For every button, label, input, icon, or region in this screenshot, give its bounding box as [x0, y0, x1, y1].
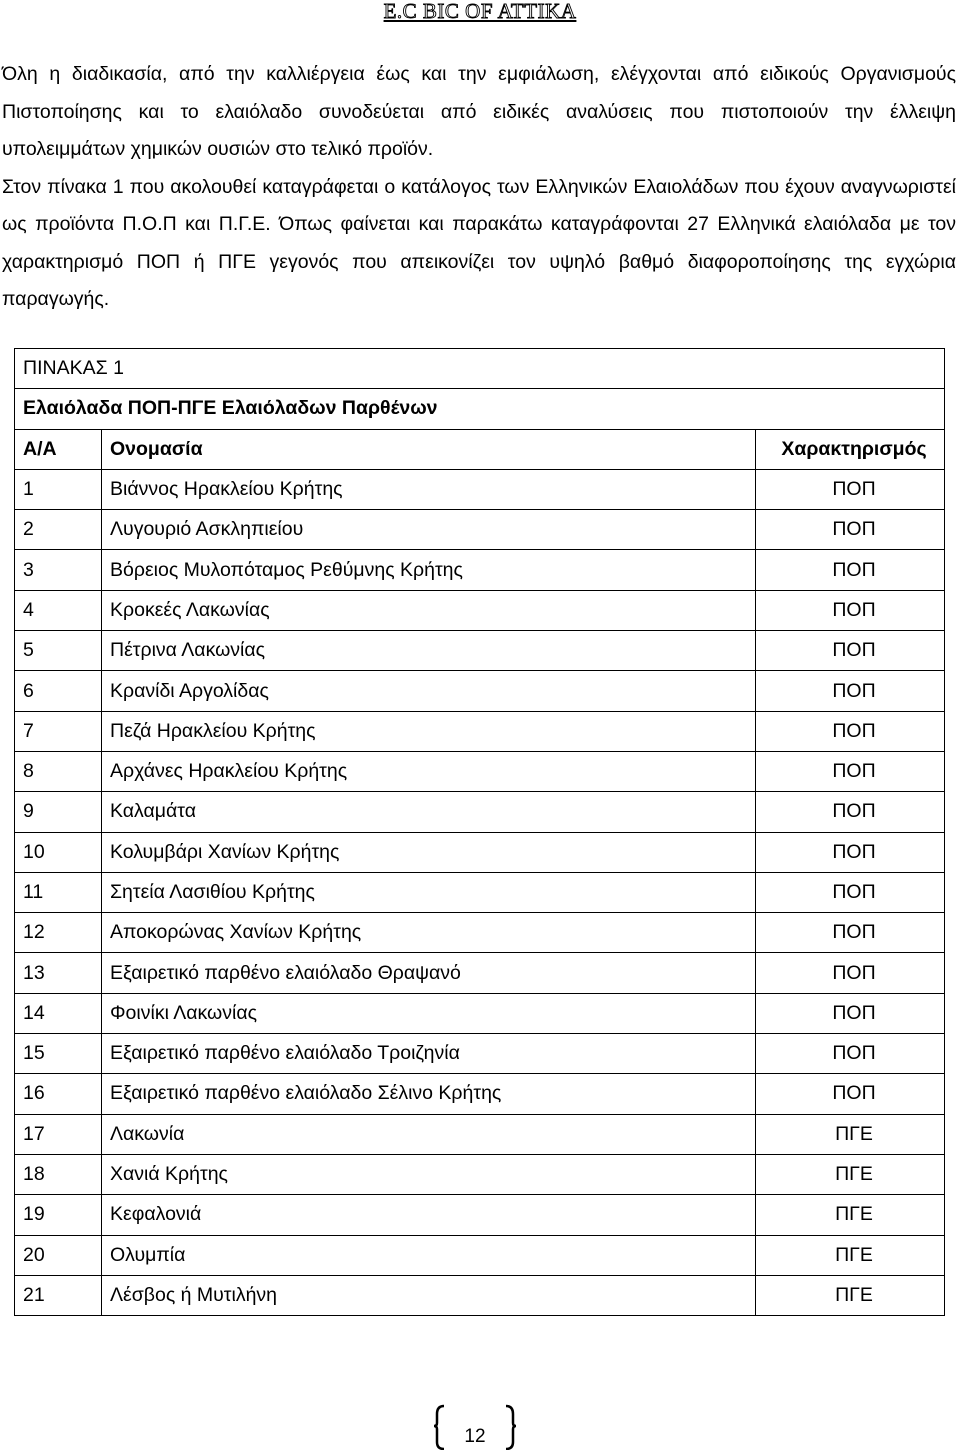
row-characterization: ΠΟΠ	[756, 751, 945, 791]
table-subtitle: Ελαιόλαδα ΠΟΠ-ΠΓΕ Ελαιόλαδων Παρθένων	[15, 389, 945, 429]
table-row	[15, 1034, 945, 1074]
table-row	[15, 510, 945, 550]
intro-text	[2, 56, 956, 319]
intro-paragraph-2: Στον πίνακα 1 που ακολουθεί καταγράφεται ο κατάλογος των Ελληνικών Ελαιολάδων που έχουν αναγνωριστεί ως προϊόντα Π.Ο.Π και Π.Γ.Ε. Όπως φαίνεται και παρακάτω καταγράφονται 27 Ελληνικά ελαιόλαδα με τον χαρακτηρισμό ΠΟΠ ή ΠΓΕ γεγονός που απεικονίζει τον υψηλό βαθμό διαφοροποίησης της εγχώρια παραγωγής.	[2, 175, 956, 310]
row-number: 21	[15, 1275, 102, 1315]
table-row	[15, 469, 945, 509]
table-row	[15, 1195, 945, 1235]
table-row	[15, 953, 945, 993]
table-caption: ΠΙΝΑΚΑΣ 1	[15, 349, 945, 389]
row-number: 9	[15, 792, 102, 832]
row-number: 11	[15, 872, 102, 912]
row-characterization: ΠΟΠ	[756, 510, 945, 550]
row-name: Εξαιρετικό παρθένο ελαιόλαδο Τροιζηνία	[102, 1034, 756, 1074]
table-row	[15, 671, 945, 711]
row-name: Κεφαλονιά	[102, 1195, 756, 1235]
table-row	[15, 792, 945, 832]
row-name: Σητεία Λασιθίου Κρήτης	[102, 872, 756, 912]
row-characterization: ΠΓΕ	[756, 1195, 945, 1235]
row-characterization: ΠΓΕ	[756, 1235, 945, 1275]
row-name: Κροκεές Λακωνίας	[102, 590, 756, 630]
row-number: 13	[15, 953, 102, 993]
table-row	[15, 872, 945, 912]
row-name: Βόρειος Μυλοπόταμος Ρεθύμνης Κρήτης	[102, 550, 756, 590]
row-number: 20	[15, 1235, 102, 1275]
row-name: Λέσβος ή Μυτιλήνη	[102, 1275, 756, 1315]
row-number: 4	[15, 590, 102, 630]
row-characterization: ΠΓΕ	[756, 1114, 945, 1154]
table-row	[15, 711, 945, 751]
header-characterization: Χαρακτηρισμός	[756, 429, 945, 469]
row-characterization: ΠΟΠ	[756, 872, 945, 912]
row-number: 16	[15, 1074, 102, 1114]
table-row	[15, 913, 945, 953]
row-number: 7	[15, 711, 102, 751]
page-number: 12	[464, 1426, 486, 1447]
row-number: 5	[15, 631, 102, 671]
row-name: Καλαμάτα	[102, 792, 756, 832]
page-number-box	[434, 1402, 516, 1450]
table-row	[15, 832, 945, 872]
row-number: 18	[15, 1154, 102, 1194]
row-name: Φοινίκι Λακωνίας	[102, 993, 756, 1033]
row-characterization: ΠΟΠ	[756, 711, 945, 751]
row-name: Αρχάνες Ηρακλείου Κρήτης	[102, 751, 756, 791]
row-name: Βιάννος Ηρακλείου Κρήτης	[102, 469, 756, 509]
row-characterization: ΠΟΠ	[756, 550, 945, 590]
row-number: 17	[15, 1114, 102, 1154]
row-number: 2	[15, 510, 102, 550]
row-number: 14	[15, 993, 102, 1033]
row-name: Ολυμπία	[102, 1235, 756, 1275]
table-row	[15, 590, 945, 630]
table-row	[15, 1154, 945, 1194]
header-name: Ονομασία	[102, 429, 756, 469]
row-number: 12	[15, 913, 102, 953]
row-name: Λακωνία	[102, 1114, 756, 1154]
table-caption-row	[15, 349, 945, 389]
row-characterization: ΠΟΠ	[756, 832, 945, 872]
table-row	[15, 993, 945, 1033]
olive-oil-table	[14, 348, 945, 1316]
row-number: 1	[15, 469, 102, 509]
row-characterization: ΠΟΠ	[756, 953, 945, 993]
row-characterization: ΠΟΠ	[756, 590, 945, 630]
row-number: 15	[15, 1034, 102, 1074]
table-row	[15, 550, 945, 590]
row-number: 10	[15, 832, 102, 872]
header-aa: Α/Α	[15, 429, 102, 469]
row-characterization: ΠΟΠ	[756, 1074, 945, 1114]
row-characterization: ΠΟΠ	[756, 1034, 945, 1074]
row-characterization: ΠΟΠ	[756, 993, 945, 1033]
table-header-row	[15, 429, 945, 469]
row-characterization: ΠΟΠ	[756, 671, 945, 711]
row-number: 6	[15, 671, 102, 711]
row-characterization: ΠΓΕ	[756, 1275, 945, 1315]
table-row	[15, 1275, 945, 1315]
row-number: 3	[15, 550, 102, 590]
table-subtitle-row	[15, 389, 945, 429]
row-name: Κρανίδι Αργολίδας	[102, 671, 756, 711]
row-name: Εξαιρετικό παρθένο ελαιόλαδο Θραψανό	[102, 953, 756, 993]
row-name: Χανιά Κρήτης	[102, 1154, 756, 1194]
intro-paragraph-1: Όλη η διαδικασία, από την καλλιέργεια έως και την εμφιάλωση, ελέγχονται από ειδικούς Οργανισμούς Πιστοποίησης και το ελαιόλαδο συνοδεύεται από ειδικές αναλύσεις που πιστοποιούν την έλλειψη υπολειμμάτων χημικών ουσιών στο τελικό προϊόν.	[2, 63, 956, 160]
table-row	[15, 1074, 945, 1114]
table-row	[15, 751, 945, 791]
row-name: Πέτρινα Λακωνίας	[102, 631, 756, 671]
row-characterization: ΠΟΠ	[756, 631, 945, 671]
document-header-title: E.C BIC OF ATTIKA	[383, 0, 577, 23]
table-row	[15, 631, 945, 671]
row-name: Αποκορώνας Χανίων Κρήτης	[102, 913, 756, 953]
table-row	[15, 1114, 945, 1154]
row-number: 19	[15, 1195, 102, 1235]
row-characterization: ΠΟΠ	[756, 792, 945, 832]
row-characterization: ΠΟΠ	[756, 469, 945, 509]
row-name: Λυγουριό Ασκληπιείου	[102, 510, 756, 550]
row-name: Κολυμβάρι Χανίων Κρήτης	[102, 832, 756, 872]
row-characterization: ΠΟΠ	[756, 913, 945, 953]
table-row	[15, 1235, 945, 1275]
row-number: 8	[15, 751, 102, 791]
row-characterization: ΠΓΕ	[756, 1154, 945, 1194]
row-name: Εξαιρετικό παρθένο ελαιόλαδο Σέλινο Κρήτης	[102, 1074, 756, 1114]
row-name: Πεζά Ηρακλείου Κρήτης	[102, 711, 756, 751]
